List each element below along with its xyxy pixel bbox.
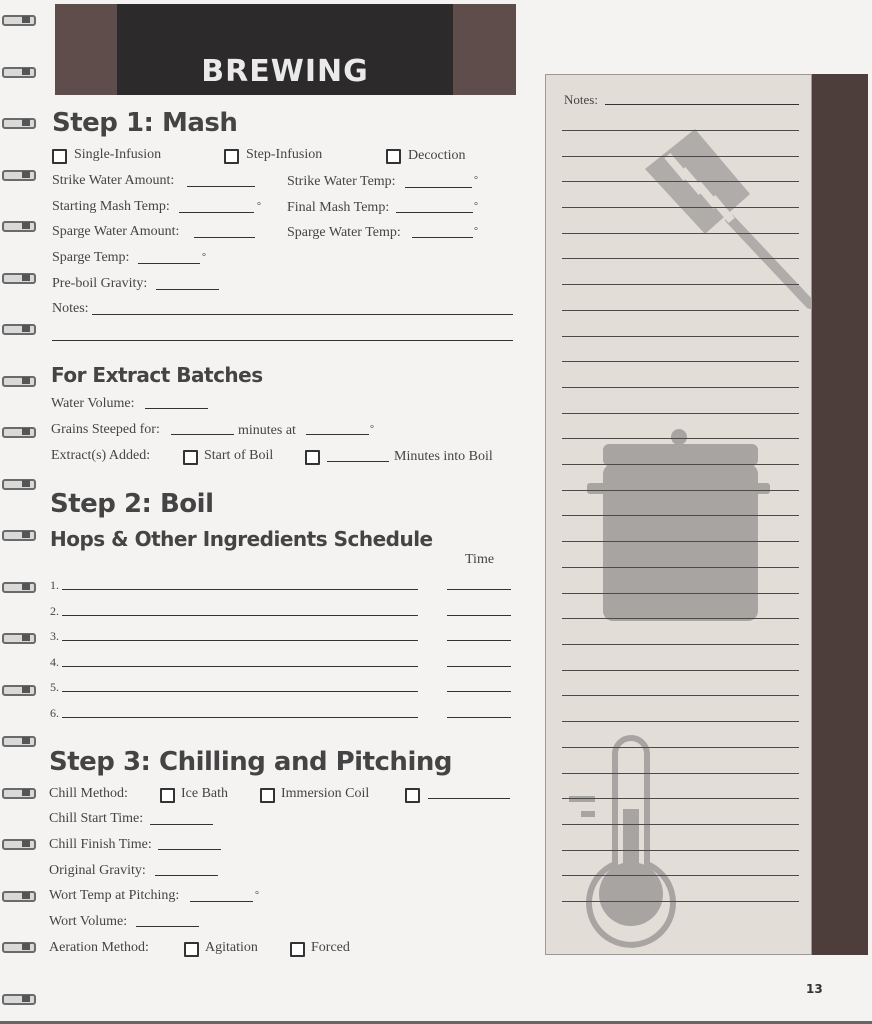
spiral-coil: [2, 476, 36, 490]
spiral-ring: [2, 324, 36, 335]
spiral-ring: [2, 427, 36, 438]
spiral-ring: [2, 376, 36, 387]
step1-heading: Step 1: Mash: [52, 108, 238, 138]
spiral-ring: [2, 221, 36, 232]
spiral-ring: [2, 118, 36, 129]
spiral-hole: [22, 119, 30, 126]
ice-bath-checkbox[interactable]: [160, 788, 175, 803]
spiral-hole: [22, 737, 30, 744]
other-chill-method-field[interactable]: [428, 798, 510, 799]
spiral-hole: [22, 789, 30, 796]
spiral-ring: [2, 633, 36, 644]
spiral-ring: [2, 736, 36, 747]
spiral-ring: [2, 994, 36, 1005]
spiral-hole: [22, 892, 30, 899]
side-notes-line[interactable]: [562, 181, 799, 182]
side-notes-line[interactable]: [562, 773, 799, 774]
mash-notes-line[interactable]: [52, 340, 513, 341]
chill-start-label: Chill Start Time:: [49, 811, 144, 826]
side-notes-line[interactable]: [562, 490, 799, 491]
spiral-coil: [2, 888, 36, 902]
header-banner: [55, 4, 516, 95]
spiral-coil: [2, 64, 36, 78]
side-notes-line[interactable]: [562, 310, 799, 311]
single-infusion-checkbox[interactable]: [52, 149, 67, 164]
sparge-water-amount-label: Sparge Water Amount:: [52, 224, 180, 239]
side-notes-line[interactable]: [562, 284, 799, 285]
extracts-added-label: Extract(s) Added:: [51, 448, 151, 463]
hop-ingredient-field[interactable]: [62, 615, 418, 616]
side-notes-line[interactable]: [562, 413, 799, 414]
strike-water-temp-field[interactable]: [405, 187, 472, 188]
hop-time-field[interactable]: [447, 717, 511, 718]
spiral-hole: [22, 480, 30, 487]
step-infusion-checkbox[interactable]: [224, 149, 239, 164]
degree-symbol: °: [202, 252, 206, 263]
minutes-into-boil-label: Minutes into Boil: [394, 449, 493, 464]
immersion-coil-checkbox[interactable]: [260, 788, 275, 803]
mash-notes-line[interactable]: [92, 314, 513, 315]
side-notes-line[interactable]: [562, 901, 799, 902]
hop-ingredient-field[interactable]: [62, 717, 418, 718]
spiral-ring: [2, 170, 36, 181]
spiral-coil: [2, 115, 36, 129]
hops-schedule-heading: Hops & Other Ingredients Schedule: [50, 527, 433, 551]
starting-mash-temp-label: Starting Mash Temp:: [52, 199, 170, 214]
side-notes-line[interactable]: [562, 567, 799, 568]
agitation-label: Agitation: [205, 940, 258, 955]
ice-bath-label: Ice Bath: [181, 786, 229, 801]
spiral-ring: [2, 15, 36, 26]
decoction-label: Decoction: [408, 148, 466, 163]
spiral-coil: [2, 424, 36, 438]
sparge-water-amount-field[interactable]: [194, 237, 255, 238]
start-of-boil-label: Start of Boil: [204, 448, 274, 463]
spiral-hole: [22, 583, 30, 590]
spiral-hole: [22, 840, 30, 847]
hop-ingredient-field[interactable]: [62, 666, 418, 667]
chill-start-field[interactable]: [150, 824, 213, 825]
spiral-coil: [2, 836, 36, 850]
spiral-ring: [2, 67, 36, 78]
mash-notes-label: Notes:: [52, 301, 89, 316]
side-notes-line[interactable]: [562, 130, 799, 131]
hop-ingredient-field[interactable]: [62, 640, 418, 641]
agitation-checkbox[interactable]: [184, 942, 199, 957]
page-title: BREWING: [201, 54, 369, 89]
chill-finish-label: Chill Finish Time:: [49, 837, 152, 852]
side-notes-line[interactable]: [562, 156, 799, 157]
spiral-hole: [22, 634, 30, 641]
preboil-gravity-label: Pre-boil Gravity:: [52, 276, 148, 291]
minutes-at-label: minutes at: [238, 423, 296, 438]
hop-time-field[interactable]: [447, 691, 511, 692]
side-notes-line[interactable]: [562, 541, 799, 542]
wort-temp-label: Wort Temp at Pitching:: [49, 888, 180, 903]
degree-symbol: °: [255, 890, 259, 901]
time-column-header: Time: [465, 552, 495, 567]
degree-symbol: °: [474, 226, 478, 237]
hop-time-field[interactable]: [447, 640, 511, 641]
wort-volume-label: Wort Volume:: [49, 914, 128, 929]
final-mash-temp-field[interactable]: [396, 212, 473, 213]
original-gravity-field[interactable]: [155, 875, 218, 876]
forced-label: Forced: [311, 940, 350, 955]
single-infusion-label: Single-Infusion: [74, 147, 162, 162]
spiral-coil: [2, 939, 36, 953]
minutes-into-boil-field[interactable]: [327, 461, 389, 462]
spiral-coil: [2, 785, 36, 799]
spiral-coil: [2, 630, 36, 644]
spiral-ring: [2, 582, 36, 593]
spiral-hole: [22, 531, 30, 538]
side-notes-line[interactable]: [562, 695, 799, 696]
hop-time-field[interactable]: [447, 666, 511, 667]
side-notes-line[interactable]: [562, 207, 799, 208]
spiral-coil: [2, 167, 36, 181]
final-mash-temp-label: Final Mash Temp:: [287, 200, 390, 215]
sparge-water-temp-label: Sparge Water Temp:: [287, 225, 401, 240]
side-notes-line[interactable]: [562, 233, 799, 234]
strike-water-temp-label: Strike Water Temp:: [287, 174, 396, 189]
degree-symbol: °: [370, 424, 374, 435]
side-notes-line[interactable]: [562, 850, 799, 851]
grains-steeped-field[interactable]: [171, 434, 234, 435]
spiral-ring: [2, 942, 36, 953]
aeration-method-label: Aeration Method:: [49, 940, 149, 955]
side-notes-line[interactable]: [562, 644, 799, 645]
side-notes-line[interactable]: [562, 670, 799, 671]
spiral-hole: [22, 686, 30, 693]
side-notes-line[interactable]: [562, 258, 799, 259]
spiral-ring: [2, 273, 36, 284]
spiral-coil: [2, 373, 36, 387]
thermometer-icon: [569, 738, 673, 945]
spiral-ring: [2, 530, 36, 541]
step3-heading: Step 3: Chilling and Pitching: [49, 747, 452, 777]
strike-water-amount-label: Strike Water Amount:: [52, 173, 175, 188]
side-notes-line[interactable]: [562, 336, 799, 337]
spiral-ring: [2, 839, 36, 850]
hop-row-number: 1.: [50, 578, 59, 592]
spiral-coil: [2, 733, 36, 747]
spiral-hole: [22, 68, 30, 75]
spiral-hole: [22, 222, 30, 229]
water-volume-label: Water Volume:: [51, 396, 135, 411]
minutes-into-boil-checkbox[interactable]: [305, 450, 320, 465]
preboil-gravity-field[interactable]: [156, 289, 219, 290]
spiral-coil: [2, 270, 36, 284]
strike-water-amount-field[interactable]: [187, 186, 255, 187]
banner-dark-panel: [117, 4, 453, 95]
sparge-water-temp-field[interactable]: [412, 237, 473, 238]
side-notes-line[interactable]: [562, 747, 799, 748]
side-notes-line[interactable]: [562, 464, 799, 465]
hop-ingredient-field[interactable]: [62, 589, 418, 590]
original-gravity-label: Original Gravity:: [49, 863, 146, 878]
degree-symbol: °: [474, 175, 478, 186]
side-notes-label: Notes:: [564, 92, 598, 107]
spiral-coil: [2, 218, 36, 232]
extract-heading: For Extract Batches: [51, 363, 263, 387]
spiral-coil: [2, 527, 36, 541]
grains-steeped-label: Grains Steeped for:: [51, 422, 160, 437]
wort-volume-field[interactable]: [136, 926, 199, 927]
side-notes-line[interactable]: [562, 875, 799, 876]
spiral-hole: [22, 995, 30, 1002]
hop-time-field[interactable]: [447, 615, 511, 616]
hop-ingredient-field[interactable]: [62, 691, 418, 692]
water-volume-field[interactable]: [145, 408, 208, 409]
other-chill-checkbox[interactable]: [405, 788, 420, 803]
spiral-coil: [2, 991, 36, 1005]
spiral-coil: [2, 321, 36, 335]
decoction-checkbox[interactable]: [386, 149, 401, 164]
side-notes-line[interactable]: [562, 618, 799, 619]
spiral-coil: [2, 579, 36, 593]
step-infusion-label: Step-Infusion: [246, 147, 323, 162]
hop-row-number: 5.: [50, 680, 59, 694]
wort-temp-field[interactable]: [190, 901, 253, 902]
steep-temp-field[interactable]: [306, 434, 369, 435]
hop-row-number: 4.: [50, 655, 59, 669]
side-notes-line[interactable]: [605, 104, 799, 105]
side-notes-line[interactable]: [562, 721, 799, 722]
page-edge-bar: [812, 74, 868, 955]
spiral-ring: [2, 891, 36, 902]
immersion-coil-label: Immersion Coil: [281, 786, 370, 801]
starting-mash-temp-field[interactable]: [179, 212, 254, 213]
forced-checkbox[interactable]: [290, 942, 305, 957]
spiral-coil: [2, 682, 36, 696]
page-number: 13: [806, 982, 823, 996]
side-notes-line[interactable]: [562, 515, 799, 516]
side-notes-line[interactable]: [562, 824, 799, 825]
chill-method-label: Chill Method:: [49, 786, 128, 801]
side-notes-line[interactable]: [562, 798, 799, 799]
spiral-hole: [22, 16, 30, 23]
spiral-binding: [0, 0, 40, 1024]
spiral-hole: [22, 943, 30, 950]
sparge-temp-label: Sparge Temp:: [52, 250, 130, 265]
chill-finish-field[interactable]: [158, 849, 221, 850]
degree-symbol: °: [474, 201, 478, 212]
spiral-ring: [2, 479, 36, 490]
hop-time-field[interactable]: [447, 589, 511, 590]
spiral-hole: [22, 377, 30, 384]
side-notes-line[interactable]: [562, 361, 799, 362]
spiral-ring: [2, 788, 36, 799]
hop-row-number: 3.: [50, 629, 59, 643]
side-notes-line[interactable]: [562, 593, 799, 594]
spiral-hole: [22, 274, 30, 281]
side-notes-line[interactable]: [562, 438, 799, 439]
spiral-hole: [22, 325, 30, 332]
hop-row-number: 2.: [50, 604, 59, 618]
hop-row-number: 6.: [50, 706, 59, 720]
spiral-coil: [2, 12, 36, 26]
spiral-ring: [2, 685, 36, 696]
step2-heading: Step 2: Boil: [50, 489, 214, 519]
spiral-hole: [22, 428, 30, 435]
side-notes-line[interactable]: [562, 387, 799, 388]
start-of-boil-checkbox[interactable]: [183, 450, 198, 465]
spiral-hole: [22, 171, 30, 178]
degree-symbol: °: [257, 201, 261, 212]
sparge-temp-field[interactable]: [138, 263, 200, 264]
